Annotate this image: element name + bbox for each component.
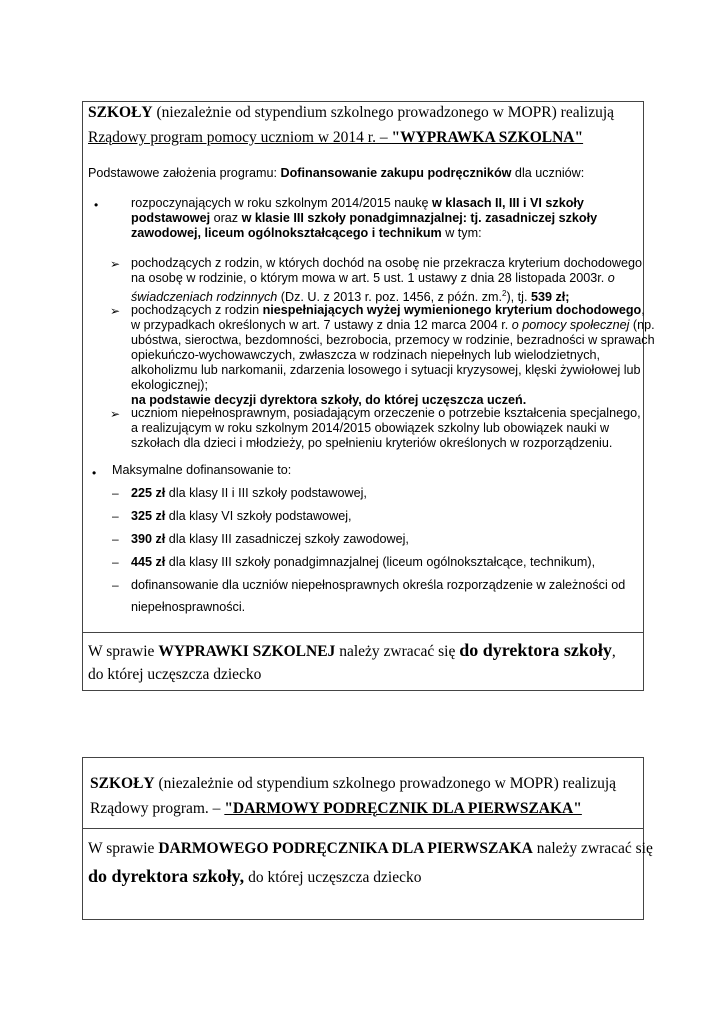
bullet-max-funding: Maksymalne dofinansowanie to: xyxy=(112,463,292,477)
amount-item: 445 zł dla klasy III szkoły ponadgimnazjalnej (liceum ogólnokształcące, technikum), xyxy=(131,555,596,569)
amount-item: 325 zł dla klasy VI szkoły podstawowej, xyxy=(131,509,352,523)
amount-item-disabled: dofinansowanie dla uczniów niepełnosprawnych określa rozporządzenie w zależności od xyxy=(131,578,626,592)
arrow-bullet-icon: ➢ xyxy=(110,257,121,271)
box2-footer-line2: do dyrektora szkoły, do której uczęszcza dziecko xyxy=(88,866,422,886)
box2-heading-line1: SZKOŁY (niezależnie od stypendium szkolnego prowadzonego w MOPR) realizują xyxy=(90,775,617,792)
bullet-eligible-classes: rozpoczynających w roku szkolnym 2014/2015 naukę w klasach II, III i VI szkoły podstawowej oraz w klasie III szkoły ponadgimnazjalnej: tj. zasadniczej szkoły zawodowej, liceum ogólnokształcącego i technikum w tym: xyxy=(131,196,598,240)
subitem-income-criterion: pochodzących z rodzin, w których dochód na osobę nie przekracza kryterium dochodowego na osobę w rodzinie, o którym mowa w art. 5 ust. 1 ustawy z dnia 28 listopada 2003r. o świadczeniach rodzinnych (Dz. U. z 2013 r. poz. 1456, z późn. zm.$^2$), tj. 539 zł; xyxy=(131,256,643,305)
bullet-icon: • xyxy=(94,198,99,212)
amount-item: 225 zł dla klasy II i III szkoły podstawowej, xyxy=(131,486,367,500)
arrow-bullet-icon: ➢ xyxy=(110,304,121,318)
subitem-other-cases: pochodzących z rodzin niespełniających wyżej wymienionego kryterium dochodowego, w przypadkach określonych w art. 7 ustawy z dnia 12 marca 2004 r. o pomocy społecznej (np. ubóstwa, sieroctwa, bezdomności, bezrobocia, przemocy w rodzinie, bezradności w sprawach opiekuńczo-wychowawczych, zwłaszcza w rodzinach niepełnych lub wielodzietnych, alkoholizmu lub narkomanii, zdarzenia losowego i sytuacji kryzysowej, klęski żywiołowej lub ekologicznej); na podstawie decyzji dyrektora szkoły, do której uczęszcza uczeń. xyxy=(131,303,655,407)
box1-footer-line1: W sprawie WYPRAWKI SZKOLNEJ należy zwracać się do dyrektora szkoły, xyxy=(88,640,616,660)
box1-heading-line2: Rządowy program pomocy uczniom w 2014 r. – "WYPRAWKA SZKOLNA" xyxy=(88,129,584,146)
amount-item-disabled-cont: niepełnosprawności. xyxy=(131,600,246,614)
footer-divider xyxy=(83,828,643,829)
box1-footer-line2: do której uczęszcza dziecko xyxy=(88,666,262,683)
dash-icon: – xyxy=(112,532,119,546)
footer-divider xyxy=(83,632,643,633)
box2-heading-line2: Rządowy program. – "DARMOWY PODRĘCZNIK DLA PIERWSZAKA" xyxy=(90,800,582,817)
dash-icon: – xyxy=(112,486,119,500)
bullet-icon: • xyxy=(92,466,97,480)
dash-icon: – xyxy=(112,578,119,592)
box1-heading-line1: SZKOŁY (niezależnie od stypendium szkolnego prowadzonego w MOPR) realizują xyxy=(88,104,615,121)
program-intro: Podstawowe założenia programu: Dofinansowanie zakupu podręczników dla uczniów: xyxy=(88,166,585,180)
box2-footer-line1: W sprawie DARMOWEGO PODRĘCZNIKA DLA PIERWSZAKA należy zwracać się xyxy=(88,840,653,857)
dash-icon: – xyxy=(112,555,119,569)
dash-icon: – xyxy=(112,509,119,523)
subitem-disabled-students: uczniom niepełnosprawnym, posiadającym orzeczenie o potrzebie kształcenia specjalnego, a realizującym w roku szkolnym 2014/2015 obowiązek szkolny lub obowiązek nauki w szkołach dla dzieci i młodzieży, po spełnieniu kryteriów określonych w rozporządzeniu. xyxy=(131,406,641,450)
arrow-bullet-icon: ➢ xyxy=(110,407,121,421)
amount-item: 390 zł dla klasy III zasadniczej szkoły zawodowej, xyxy=(131,532,409,546)
